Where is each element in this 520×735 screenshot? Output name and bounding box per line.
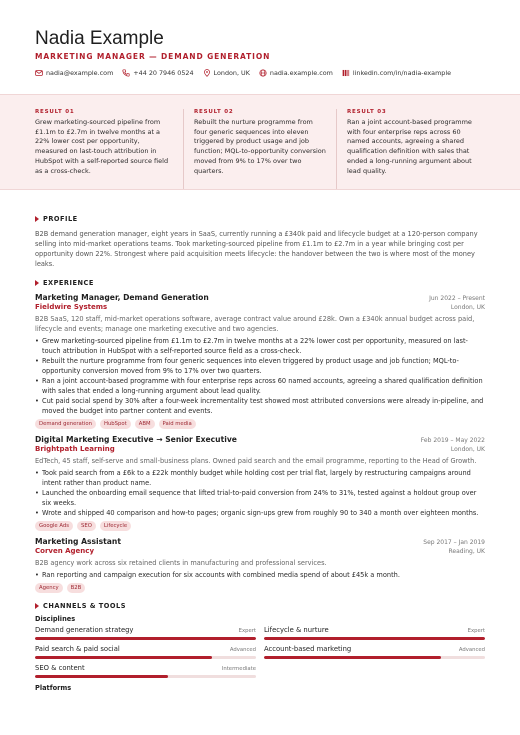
skill-item: [35, 645, 256, 659]
job-entry: [35, 435, 485, 531]
phone-icon: [122, 69, 130, 77]
job-bullets: [35, 468, 485, 518]
skill-item: [264, 645, 485, 659]
job-company: Fieldwire Systems: [35, 303, 108, 311]
list-item: • Cut paid social spend by 30% after a four-week incrementality test showed most attributed conversions were already in-pipeline, and moved the budget into partner content and events.: [42, 396, 485, 416]
contact-linkedin-text: linkedin.com/in/nadia-example: [352, 69, 452, 77]
contact-location: [203, 69, 250, 77]
skill-name: Lifecycle & nurture: [264, 626, 329, 634]
section-title-text: EXPERIENCE: [43, 279, 94, 287]
contact-phone-text: +44 20 7946 0524: [133, 69, 194, 77]
triangle-bullet-icon: [35, 603, 39, 609]
skill-name: SEO & content: [35, 664, 85, 672]
job-description: EdTech, 45 staff, self-serve and small-business plans. Owned paid search and the email programme, reporting to the Head of Growth.: [35, 457, 477, 465]
skill-bar-fill: [35, 675, 168, 678]
skill-item: [35, 626, 256, 640]
linkedin-icon: [342, 69, 350, 77]
globe-icon: [259, 69, 267, 77]
skill-level: Expert: [467, 628, 485, 634]
result-label: RESULT 01: [35, 109, 75, 115]
job-entry: [35, 537, 485, 593]
job-description: B2B SaaS, 120 staff, mid-market operations software, average contract value around £28k. Own a £340k annual budget across paid, lifecycle and events; manage one marketing executive and two agencies.: [35, 315, 475, 333]
skill-bar-fill: [264, 656, 441, 659]
section-title-text: PROFILE: [43, 215, 78, 223]
contact-email-text: nadia@example.com: [46, 69, 114, 77]
skill-level: Advanced: [229, 647, 256, 653]
job-title: Marketing Manager, Demand Generation: [35, 293, 209, 302]
job-company: Brightpath Learning: [35, 445, 115, 453]
skill-tag: Google Ads: [35, 521, 73, 531]
result-text: Grew marketing-sourced pipeline from £1.1m to £2.7m in twelve months at a 22% lower cost per opportunity, measured on last-touch attribution in HubSpot with a self-reported source field as a cross-check.: [35, 118, 169, 175]
skill-level: Advanced: [458, 647, 485, 653]
skill-bar: [35, 637, 256, 640]
contact-location-text: London, UK: [213, 69, 250, 77]
job-description: B2B agency work across six retained clients in manufacturing and professional services.: [35, 559, 327, 567]
list-item: • Launched the onboarding email sequence that lifted trial-to-paid conversion from 24% to 31%, tested against a holdout group over six weeks.: [42, 488, 485, 508]
location-icon: [203, 69, 211, 77]
contact-linkedin[interactable]: [342, 69, 451, 77]
list-item: • Ran a joint account-based programme with four enterprise reps across 60 named accounts, agreeing a shared qualification definition with sales that ended a long-running argument about lead quality.: [42, 376, 485, 396]
skill-level: Expert: [238, 628, 256, 634]
list-item: • Took paid search from a £6k to a £22k monthly budget while holding cost per trial flat, largely by restructuring campaigns around intent rather than product name.: [42, 468, 485, 488]
skills-grid: [35, 626, 485, 678]
job-date: Jun 2022 – Present: [429, 295, 485, 302]
job-company: Corven Agency: [35, 547, 95, 555]
section-title-skills: [35, 602, 485, 610]
section-title-text: CHANNELS & TOOLS: [43, 602, 126, 610]
list-item: • Ran reporting and campaign execution for six accounts with combined media spend of about £45k a month.: [42, 570, 485, 580]
skill-tag: B2B: [67, 583, 86, 593]
skill-bar: [35, 675, 256, 678]
skill-bar: [35, 656, 256, 659]
job-date: Sep 2017 – Jan 2019: [423, 539, 485, 546]
skill-name: Paid search & paid social: [35, 645, 120, 653]
skill-bar: [264, 637, 485, 640]
job-title: Digital Marketing Executive → Senior Executive: [35, 435, 237, 444]
skill-tag: Lifecycle: [100, 521, 131, 531]
list-item: • Wrote and shipped 40 comparison and how-to pages; organic sign-ups grew from roughly 90 to 340 a month over eighteen months.: [42, 508, 485, 518]
job-tags: [35, 583, 485, 593]
key-results-band: [0, 94, 520, 190]
result-card: [35, 109, 183, 189]
job-bullets: [35, 570, 485, 580]
list-item: • Rebuilt the nurture programme from four generic sequences into eleven triggered by product usage and job function; MQL-to-opportunity conversion moved from 9% to 17% over two quarters.: [42, 356, 485, 376]
triangle-bullet-icon: [35, 280, 39, 286]
job-date: Feb 2019 – May 2022: [420, 437, 485, 444]
skill-tag: HubSpot: [100, 419, 131, 429]
section-title-profile: [35, 215, 485, 223]
skill-bar: [264, 656, 485, 659]
skill-tag: SEO: [77, 521, 96, 531]
result-card: [336, 109, 489, 189]
contact-website[interactable]: [259, 69, 333, 77]
skill-item: [264, 626, 485, 640]
contact-email[interactable]: [35, 69, 113, 77]
job-tags: [35, 521, 485, 531]
job-title: Marketing Assistant: [35, 537, 121, 546]
list-item: • Grew marketing-sourced pipeline from £1.1m to £2.7m in twelve months at a 22% lower cost per opportunity, measured on last-touch attribution in HubSpot with a self-reported source field as a cross-check.: [42, 336, 485, 356]
result-text: Rebuilt the nurture programme from four generic sequences into eleven triggered by product usage and job function; MQL-to-opportunity conversion moved from 9% to 17% over two quarters.: [194, 118, 326, 175]
job-location: London, UK: [450, 304, 485, 311]
result-text: Ran a joint account-based programme with four enterprise reps across 60 named accounts, agreeing a shared qualification definition with sales that ended a long-running argument about lead quality.: [347, 118, 472, 175]
job-tags: [35, 419, 485, 429]
skill-bar-fill: [35, 637, 256, 640]
skill-tag: Demand generation: [35, 419, 96, 429]
skill-bar-fill: [35, 656, 212, 659]
contact-website-text: nadia.example.com: [269, 69, 333, 77]
contact-row: [35, 69, 485, 77]
resume-header: [0, 0, 520, 77]
skill-tag: Paid media: [159, 419, 196, 429]
mail-icon: [35, 69, 43, 77]
skill-tag: ABM: [135, 419, 155, 429]
job-entry: [35, 293, 485, 429]
contact-phone[interactable]: [122, 69, 193, 77]
resume-body: [35, 215, 485, 692]
result-label: RESULT 03: [347, 109, 387, 115]
skill-item: [35, 664, 256, 678]
skill-tag: Agency: [35, 583, 63, 593]
skill-level: Intermediate: [221, 666, 256, 672]
candidate-role: MARKETING MANAGER — DEMAND GENERATION: [35, 52, 271, 61]
job-location: Reading, UK: [448, 548, 485, 555]
job-bullets: [35, 336, 485, 416]
skill-name: Demand generation strategy: [35, 626, 134, 634]
skills-group-title: Platforms: [35, 684, 72, 692]
profile-summary: B2B demand generation manager, eight years in SaaS, currently running a £340k paid and lifecycle budget at a 120-person company selling into mid-market operations teams. Took marketing-sourced pipeline from £1.1m to £2.7m in a year while bringing cost per opportunity down 22%. Strongest where paid acquisition meets lifecycle: the handover between the two is where most of the money leaks.: [35, 230, 478, 268]
triangle-bullet-icon: [35, 216, 39, 222]
candidate-name: Nadia Example: [35, 28, 164, 49]
section-title-experience: [35, 279, 485, 287]
result-card: [183, 109, 336, 189]
result-label: RESULT 02: [194, 109, 234, 115]
skill-name: Account-based marketing: [264, 645, 352, 653]
job-location: London, UK: [450, 446, 485, 453]
skills-group-title: Disciplines: [35, 615, 76, 623]
skill-bar-fill: [264, 637, 485, 640]
